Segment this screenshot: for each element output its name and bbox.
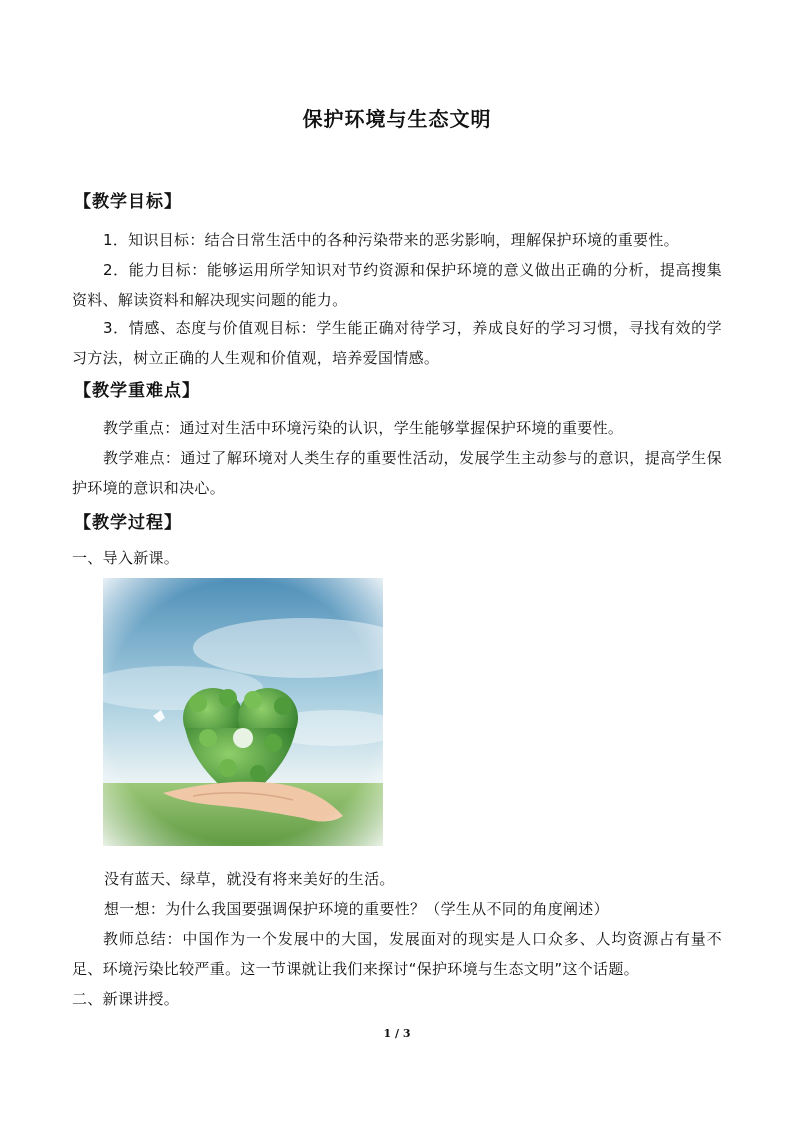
objective-1: 1．知识目标：结合日常生活中的各种污染带来的恶劣影响，理解保护环境的重要性。	[103, 231, 679, 249]
step-1-heading: 一、导入新课。	[72, 549, 180, 567]
think-question: 想一想：为什么我国要强调保护环境的重要性？（学生从不同的角度阐述）	[104, 900, 609, 918]
step-2-heading: 二、新课讲授。	[72, 990, 180, 1008]
page-title: 保护环境与生态文明	[302, 107, 492, 131]
process-heading: 【教学过程】	[74, 513, 182, 533]
heart-of-leaves-on-hand-photo	[103, 578, 383, 846]
key-point: 教学重点：通过对生活中环境污染的认识，学生能够掌握保护环境的重要性。	[103, 419, 624, 437]
objective-3: 3．情感、态度与价值观目标：学生能正确对待学习，养成良好的学习习惯，寻找有效的学习方法，树立正确的人生观和价值观，培养爱国情感。	[72, 319, 722, 367]
objective-2: 2．能力目标：能够运用所学知识对节约资源和保护环境的意义做出正确的分析，提高搜集资料、解读资料和解决现实问题的能力。	[72, 261, 722, 309]
teacher-summary: 教师总结：中国作为一个发展中的大国，发展面对的现实是人口众多、人均资源占有量不足、环境污染比较严重。这一节课就让我们来探讨“保护环境与生态文明”这个话题。	[72, 930, 722, 978]
key-points-heading: 【教学重难点】	[74, 381, 200, 401]
difficult-point: 教学难点：通过了解环境对人类生存的重要性活动，发展学生主动参与的意识，提高学生保护环境的意识和决心。	[72, 449, 722, 497]
page-number: 1 / 3	[383, 1027, 411, 1040]
photo-caption: 没有蓝天、绿草，就没有将来美好的生活。	[104, 870, 395, 888]
objectives-heading: 【教学目标】	[74, 192, 182, 212]
